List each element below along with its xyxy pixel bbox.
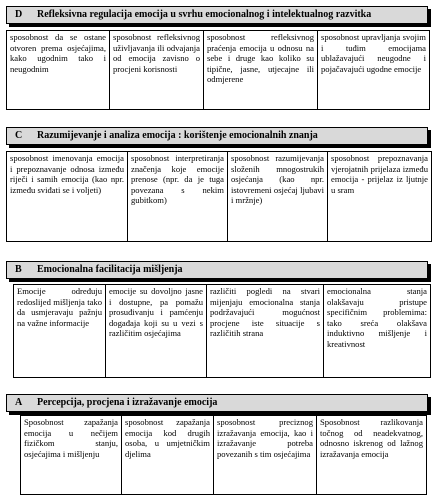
ability-cell: emocionalna stanja olakšavaju pristupe specifičnim problemima: tako sreća olakšava induktivno mišljenje i kreativnost [327,286,427,349]
section-letter: A [15,397,23,408]
section-title: Percepcija, procjena i izražavanje emocija [37,397,218,408]
ability-cell: sposobnost interpretiranja značenja koje emocije prenose (npr. da je tuga povezana s nekim gubitkom) [128,152,228,241]
ability-cell: sposobnost imenovanja emocija i prepoznavanje odnosa između riječi i samih emocija (kao npr. između sviđati se i voljeti) [7,152,128,241]
section-a-cells [20,415,427,495]
section-letter: D [15,9,23,20]
section-letter: C [15,130,23,141]
section-d-cells [6,30,430,110]
section-letter: B [15,264,22,275]
section-c-cells [6,151,432,242]
ability-cell: emocije su dovoljno jasne i dostupne, pa pomažu prosuđivanju i pamćenju događaja koji su u vezi s različitim osjećajima [106,285,207,377]
ability-cell: Emocije određuju redoslijed mišljenja tako da usmjeravaju pažnju na važne informacije [14,285,106,377]
ability-cell: Sposobnost razlikovanja točnog od neadekvatnog, odnosno iskrenog od lažnog izražavanja emocija [320,417,423,459]
section-d-header [6,6,428,24]
ability-cell: različiti pogledi na stvari mijenjaju emocionalna stanja podržavajući mogućnost procjene iste situacije s različitih strana [207,285,324,377]
ability-cell: sposobnost refleksivnog uživljavanja ili odvajanja od emocija zavisno o procjeni korisnosti [110,31,204,109]
section-c-header [6,127,428,145]
ability-cell: sposobnost refleksivnog praćenja emocija u odnosu na sebe i druge kao koliko su tipične, jasne, utjecajne ili odmjerene [204,31,318,109]
ability-cell: sposobnost zapažanja emocija kod drugih osoba, u umjetničkim djelima [122,416,214,494]
ability-cell: sposobnost preciznog izražavanja emocija, kao i izražavanje potreba povezanih s tim osjećajima [214,416,317,494]
section-title: Emocionalna facilitacija mišljenja [37,264,183,275]
ability-cell: Sposobnost zapažanja emocija u nečijem fizičkom stanju, osjećajima i mišljenju [21,416,122,494]
ability-cell: sposobnost razumijevanja složenih mnogostrukih osjećanja (kao npr. istovremeni osjećaj ljubavi i mržnje) [228,152,328,241]
section-title: Refleksivna regulacija emocija u svrhu emocionalnog i intelektualnog razvitka [37,9,372,20]
ability-cell: sposobnost prepoznavanja vjerojatnih prijelaza između emocija - prijelaz iz ljutnje u sram [331,153,428,195]
section-b-header [6,261,428,279]
section-b-cells [13,284,431,378]
section-a-header [6,394,428,412]
ability-cell: sposobnost da se ostane otvoren prema osjećajima, kako ugodnim tako i neugodnim [7,31,110,109]
ability-cell: sposobnost upravljanja svojim i tuđim emocijama ublažavajući neugodne i pojačavajući ugodne emocije [321,32,426,74]
section-title: Razumijevanje i analiza emocija : korištenje emocionalnih znanja [37,130,318,141]
